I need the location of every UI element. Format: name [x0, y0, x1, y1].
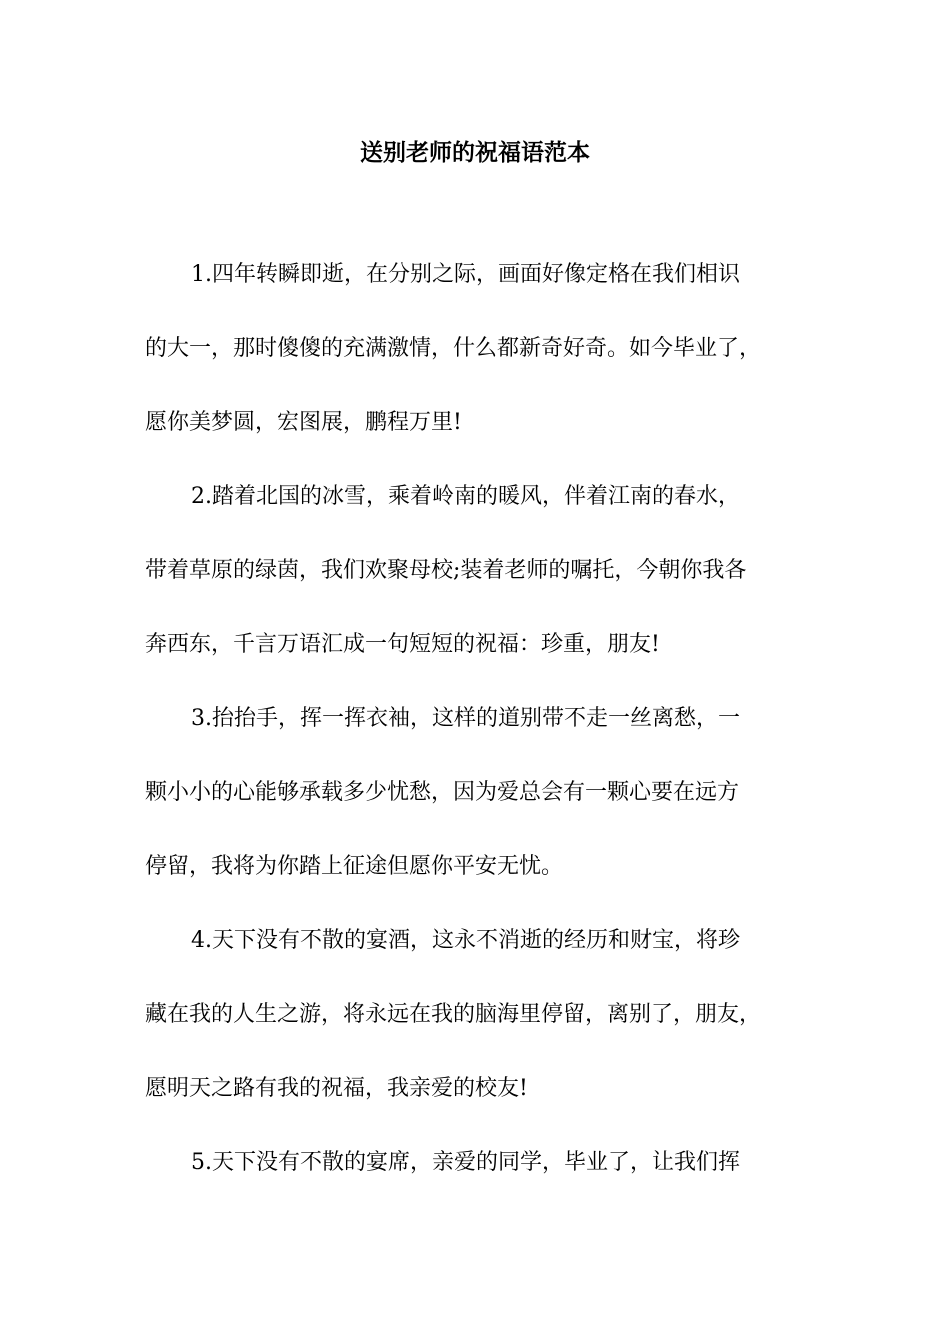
paragraph-line: 藏在我的人生之游，将永远在我的脑海里停留，离别了，朋友，: [145, 1002, 762, 1027]
paragraph-line: 颗小小的心能够承载多少忧愁，因为爱总会有一颗心要在远方: [145, 780, 740, 805]
paragraph-line: 5.天下没有不散的宴席，亲爱的同学，毕业了，让我们挥: [191, 1150, 740, 1175]
paragraph-line: 3.抬抬手，挥一挥衣袖，这样的道别带不走一丝离愁，一: [191, 706, 740, 731]
paragraph-line: 带着草原的绿茵，我们欢聚母校;装着老师的嘱托，今朝你我各: [145, 558, 747, 583]
paragraph-line: 愿明天之路有我的祝福，我亲爱的校友!: [145, 1076, 528, 1101]
paragraph-line: 2.踏着北国的冰雪，乘着岭南的暖风，伴着江南的春水，: [191, 484, 740, 509]
paragraph-line: 的大一，那时傻傻的充满激情，什么都新奇好奇。如今毕业了，: [145, 336, 762, 361]
paragraph-line: 停留，我将为你踏上征途但愿你平安无忧。: [145, 854, 564, 879]
document-title: 送别老师的祝福语范本: [360, 139, 590, 166]
paragraph-line: 愿你美梦圆，宏图展，鹏程万里!: [145, 410, 462, 435]
paragraph-line: 奔西东，千言万语汇成一句短短的祝福：珍重，朋友!: [145, 632, 660, 657]
paragraph-line: 1.四年转瞬即逝，在分别之际，画面好像定格在我们相识: [191, 262, 740, 287]
paragraph-line: 4.天下没有不散的宴酒，这永不消逝的经历和财宝，将珍: [191, 928, 740, 953]
document-body: [145, 255, 820, 1217]
